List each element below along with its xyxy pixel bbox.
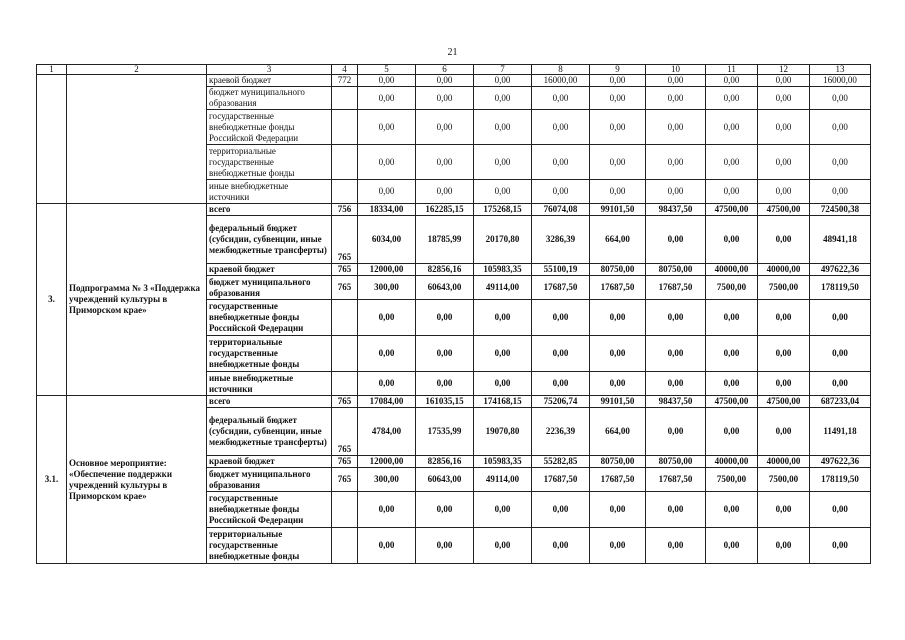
funding-source: территориальные государственные внебюджетные фонды bbox=[207, 145, 332, 180]
amount-cell: 0,00 bbox=[646, 110, 706, 145]
amount-cell: 0,00 bbox=[810, 87, 871, 110]
section-index: 3.1. bbox=[37, 396, 67, 564]
amount-cell: 17687,50 bbox=[532, 468, 590, 492]
amount-cell: 0,00 bbox=[706, 87, 758, 110]
amount-cell: 0,00 bbox=[706, 336, 758, 372]
amount-cell: 99101,50 bbox=[590, 204, 646, 216]
amount-cell: 0,00 bbox=[358, 528, 416, 564]
amount-cell: 0,00 bbox=[810, 180, 871, 204]
section-index: 3. bbox=[37, 204, 67, 396]
amount-cell: 0,00 bbox=[474, 145, 532, 180]
amount-cell: 17687,50 bbox=[532, 276, 590, 300]
amount-cell: 7500,00 bbox=[758, 276, 810, 300]
amount-cell: 105983,35 bbox=[474, 264, 532, 276]
amount-cell: 724500,38 bbox=[810, 204, 871, 216]
funding-source: федеральный бюджет (субсидии, субвенции, иные межбюджетные трансферты) bbox=[207, 408, 332, 456]
amount-cell: 0,00 bbox=[416, 75, 474, 87]
amount-cell: 20170,80 bbox=[474, 216, 532, 264]
amount-cell: 0,00 bbox=[590, 145, 646, 180]
amount-cell: 497622,36 bbox=[810, 456, 871, 468]
amount-cell: 0,00 bbox=[416, 110, 474, 145]
amount-cell: 0,00 bbox=[758, 145, 810, 180]
budget-code bbox=[332, 336, 358, 372]
amount-cell: 0,00 bbox=[706, 216, 758, 264]
amount-cell: 0,00 bbox=[416, 180, 474, 204]
funding-source: всего bbox=[207, 204, 332, 216]
amount-cell: 55100,19 bbox=[532, 264, 590, 276]
table-row bbox=[37, 396, 871, 408]
amount-cell: 0,00 bbox=[810, 372, 871, 396]
amount-cell: 0,00 bbox=[810, 300, 871, 336]
amount-cell: 0,00 bbox=[474, 87, 532, 110]
table-row bbox=[37, 75, 871, 87]
amount-cell: 0,00 bbox=[532, 110, 590, 145]
funding-source: территориальные государственные внебюджетные фонды bbox=[207, 528, 332, 564]
budget-code bbox=[332, 110, 358, 145]
section-name: Подпрограмма № 3 «Поддержка учреждений культуры в Приморском крае» bbox=[67, 204, 207, 396]
column-number: 6 bbox=[416, 65, 474, 75]
amount-cell: 80750,00 bbox=[646, 456, 706, 468]
amount-cell: 0,00 bbox=[646, 528, 706, 564]
funding-source: краевой бюджет bbox=[207, 264, 332, 276]
amount-cell: 11491,18 bbox=[810, 408, 871, 456]
amount-cell: 0,00 bbox=[646, 300, 706, 336]
amount-cell: 0,00 bbox=[810, 336, 871, 372]
amount-cell: 16000,00 bbox=[810, 75, 871, 87]
amount-cell: 40000,00 bbox=[758, 264, 810, 276]
amount-cell: 47500,00 bbox=[706, 396, 758, 408]
amount-cell: 0,00 bbox=[706, 110, 758, 145]
amount-cell: 0,00 bbox=[474, 336, 532, 372]
budget-code: 765 bbox=[332, 468, 358, 492]
amount-cell: 0,00 bbox=[358, 300, 416, 336]
amount-cell: 0,00 bbox=[646, 492, 706, 528]
amount-cell: 0,00 bbox=[590, 180, 646, 204]
amount-cell: 17687,50 bbox=[646, 276, 706, 300]
amount-cell: 0,00 bbox=[810, 145, 871, 180]
amount-cell: 6034,00 bbox=[358, 216, 416, 264]
amount-cell: 0,00 bbox=[358, 372, 416, 396]
amount-cell: 0,00 bbox=[646, 336, 706, 372]
amount-cell: 0,00 bbox=[416, 492, 474, 528]
column-number-row bbox=[37, 65, 871, 75]
amount-cell: 12000,00 bbox=[358, 264, 416, 276]
amount-cell: 664,00 bbox=[590, 216, 646, 264]
amount-cell: 0,00 bbox=[416, 528, 474, 564]
amount-cell: 0,00 bbox=[706, 180, 758, 204]
amount-cell: 0,00 bbox=[532, 492, 590, 528]
amount-cell: 0,00 bbox=[474, 528, 532, 564]
amount-cell: 0,00 bbox=[758, 87, 810, 110]
budget-code: 772 bbox=[332, 75, 358, 87]
amount-cell: 0,00 bbox=[590, 528, 646, 564]
budget-code: 765 bbox=[332, 408, 358, 456]
budget-code bbox=[332, 180, 358, 204]
amount-cell: 0,00 bbox=[810, 110, 871, 145]
amount-cell: 76074,08 bbox=[532, 204, 590, 216]
amount-cell: 0,00 bbox=[474, 110, 532, 145]
funding-source: краевой бюджет bbox=[207, 456, 332, 468]
amount-cell: 47500,00 bbox=[706, 204, 758, 216]
amount-cell: 0,00 bbox=[758, 180, 810, 204]
amount-cell: 0,00 bbox=[590, 75, 646, 87]
funding-source: бюджет муниципального образования bbox=[207, 468, 332, 492]
amount-cell: 0,00 bbox=[758, 372, 810, 396]
column-number: 10 bbox=[646, 65, 706, 75]
amount-cell: 40000,00 bbox=[758, 456, 810, 468]
amount-cell: 75206,74 bbox=[532, 396, 590, 408]
column-number: 7 bbox=[474, 65, 532, 75]
amount-cell: 0,00 bbox=[646, 145, 706, 180]
amount-cell: 98437,50 bbox=[646, 396, 706, 408]
amount-cell: 300,00 bbox=[358, 276, 416, 300]
amount-cell: 0,00 bbox=[758, 75, 810, 87]
amount-cell: 17687,50 bbox=[590, 276, 646, 300]
amount-cell: 0,00 bbox=[706, 372, 758, 396]
amount-cell: 0,00 bbox=[416, 372, 474, 396]
budget-code: 765 bbox=[332, 396, 358, 408]
amount-cell: 162285,15 bbox=[416, 204, 474, 216]
amount-cell: 82856,16 bbox=[416, 456, 474, 468]
table-row bbox=[37, 204, 871, 216]
amount-cell: 0,00 bbox=[416, 336, 474, 372]
funding-source: иные внебюджетные источники bbox=[207, 372, 332, 396]
column-number: 4 bbox=[332, 65, 358, 75]
table-body bbox=[37, 75, 871, 564]
amount-cell: 0,00 bbox=[358, 492, 416, 528]
amount-cell: 12000,00 bbox=[358, 456, 416, 468]
amount-cell: 0,00 bbox=[706, 408, 758, 456]
amount-cell: 60643,00 bbox=[416, 276, 474, 300]
amount-cell: 0,00 bbox=[706, 75, 758, 87]
amount-cell: 7500,00 bbox=[758, 468, 810, 492]
funding-source: бюджет муниципального образования bbox=[207, 87, 332, 110]
amount-cell: 0,00 bbox=[646, 408, 706, 456]
amount-cell: 497622,36 bbox=[810, 264, 871, 276]
amount-cell: 55282,85 bbox=[532, 456, 590, 468]
amount-cell: 0,00 bbox=[532, 372, 590, 396]
amount-cell: 0,00 bbox=[358, 336, 416, 372]
section-name: Основное мероприятие: «Обеспечение поддержки учреждений культуры в Приморском крае» bbox=[67, 396, 207, 564]
amount-cell: 0,00 bbox=[474, 372, 532, 396]
budget-table bbox=[36, 64, 871, 564]
amount-cell: 0,00 bbox=[532, 180, 590, 204]
amount-cell: 0,00 bbox=[474, 180, 532, 204]
amount-cell: 0,00 bbox=[758, 336, 810, 372]
amount-cell: 300,00 bbox=[358, 468, 416, 492]
budget-code: 756 bbox=[332, 204, 358, 216]
amount-cell: 0,00 bbox=[590, 492, 646, 528]
amount-cell: 18334,00 bbox=[358, 204, 416, 216]
amount-cell: 0,00 bbox=[706, 492, 758, 528]
amount-cell: 49114,00 bbox=[474, 276, 532, 300]
amount-cell: 105983,35 bbox=[474, 456, 532, 468]
amount-cell: 0,00 bbox=[416, 87, 474, 110]
amount-cell: 0,00 bbox=[646, 216, 706, 264]
amount-cell: 0,00 bbox=[758, 408, 810, 456]
amount-cell: 0,00 bbox=[416, 300, 474, 336]
amount-cell: 0,00 bbox=[810, 528, 871, 564]
amount-cell: 40000,00 bbox=[706, 264, 758, 276]
amount-cell: 178119,50 bbox=[810, 468, 871, 492]
amount-cell: 0,00 bbox=[706, 145, 758, 180]
amount-cell: 2236,39 bbox=[532, 408, 590, 456]
funding-source: федеральный бюджет (субсидии, субвенции, иные межбюджетные трансферты) bbox=[207, 216, 332, 264]
budget-code: 765 bbox=[332, 276, 358, 300]
amount-cell: 16000,00 bbox=[532, 75, 590, 87]
amount-cell: 47500,00 bbox=[758, 204, 810, 216]
column-number: 13 bbox=[810, 65, 871, 75]
amount-cell: 7500,00 bbox=[706, 276, 758, 300]
amount-cell: 47500,00 bbox=[758, 396, 810, 408]
amount-cell: 0,00 bbox=[706, 528, 758, 564]
budget-code: 765 bbox=[332, 264, 358, 276]
amount-cell: 0,00 bbox=[590, 87, 646, 110]
funding-source: государственные внебюджетные фонды Российской Федерации bbox=[207, 492, 332, 528]
amount-cell: 17084,00 bbox=[358, 396, 416, 408]
budget-code: 765 bbox=[332, 456, 358, 468]
section-name bbox=[67, 75, 207, 204]
amount-cell: 0,00 bbox=[532, 528, 590, 564]
amount-cell: 17687,50 bbox=[590, 468, 646, 492]
budget-code bbox=[332, 145, 358, 180]
amount-cell: 19070,80 bbox=[474, 408, 532, 456]
page-number: 21 bbox=[447, 47, 458, 58]
amount-cell: 80750,00 bbox=[646, 264, 706, 276]
column-number: 5 bbox=[358, 65, 416, 75]
amount-cell: 18785,99 bbox=[416, 216, 474, 264]
amount-cell: 99101,50 bbox=[590, 396, 646, 408]
amount-cell: 0,00 bbox=[474, 300, 532, 336]
budget-code bbox=[332, 528, 358, 564]
amount-cell: 0,00 bbox=[646, 75, 706, 87]
amount-cell: 0,00 bbox=[646, 180, 706, 204]
amount-cell: 178119,50 bbox=[810, 276, 871, 300]
funding-source: территориальные государственные внебюджетные фонды bbox=[207, 336, 332, 372]
amount-cell: 0,00 bbox=[646, 372, 706, 396]
amount-cell: 49114,00 bbox=[474, 468, 532, 492]
amount-cell: 687233,04 bbox=[810, 396, 871, 408]
amount-cell: 0,00 bbox=[758, 528, 810, 564]
amount-cell: 98437,50 bbox=[646, 204, 706, 216]
amount-cell: 0,00 bbox=[358, 110, 416, 145]
budget-code: 765 bbox=[332, 216, 358, 264]
amount-cell: 0,00 bbox=[590, 300, 646, 336]
funding-source: краевой бюджет bbox=[207, 75, 332, 87]
amount-cell: 0,00 bbox=[532, 87, 590, 110]
amount-cell: 17687,50 bbox=[646, 468, 706, 492]
amount-cell: 17535,99 bbox=[416, 408, 474, 456]
column-number: 12 bbox=[758, 65, 810, 75]
funding-source: всего bbox=[207, 396, 332, 408]
column-number: 8 bbox=[532, 65, 590, 75]
amount-cell: 664,00 bbox=[590, 408, 646, 456]
amount-cell: 0,00 bbox=[358, 180, 416, 204]
amount-cell: 0,00 bbox=[758, 492, 810, 528]
amount-cell: 0,00 bbox=[358, 87, 416, 110]
amount-cell: 82856,16 bbox=[416, 264, 474, 276]
column-number: 2 bbox=[67, 65, 207, 75]
column-number: 11 bbox=[706, 65, 758, 75]
budget-code bbox=[332, 300, 358, 336]
amount-cell: 0,00 bbox=[758, 300, 810, 336]
amount-cell: 0,00 bbox=[810, 492, 871, 528]
funding-source: государственные внебюджетные фонды Российской Федерации bbox=[207, 300, 332, 336]
column-number: 9 bbox=[590, 65, 646, 75]
budget-code bbox=[332, 87, 358, 110]
amount-cell: 60643,00 bbox=[416, 468, 474, 492]
amount-cell: 0,00 bbox=[358, 75, 416, 87]
amount-cell: 0,00 bbox=[532, 300, 590, 336]
amount-cell: 48941,18 bbox=[810, 216, 871, 264]
amount-cell: 80750,00 bbox=[590, 264, 646, 276]
amount-cell: 0,00 bbox=[590, 372, 646, 396]
amount-cell: 175268,15 bbox=[474, 204, 532, 216]
amount-cell: 0,00 bbox=[474, 75, 532, 87]
amount-cell: 0,00 bbox=[358, 145, 416, 180]
budget-code bbox=[332, 492, 358, 528]
amount-cell: 0,00 bbox=[706, 300, 758, 336]
budget-code bbox=[332, 372, 358, 396]
funding-source: государственные внебюджетные фонды Российской Федерации bbox=[207, 110, 332, 145]
funding-source: иные внебюджетные источники bbox=[207, 180, 332, 204]
amount-cell: 0,00 bbox=[532, 336, 590, 372]
amount-cell: 174168,15 bbox=[474, 396, 532, 408]
amount-cell: 4784,00 bbox=[358, 408, 416, 456]
funding-source: бюджет муниципального образования bbox=[207, 276, 332, 300]
amount-cell: 80750,00 bbox=[590, 456, 646, 468]
amount-cell: 40000,00 bbox=[706, 456, 758, 468]
section-index bbox=[37, 75, 67, 204]
amount-cell: 0,00 bbox=[532, 145, 590, 180]
amount-cell: 161035,15 bbox=[416, 396, 474, 408]
amount-cell: 0,00 bbox=[416, 145, 474, 180]
amount-cell: 0,00 bbox=[758, 110, 810, 145]
column-number: 1 bbox=[37, 65, 67, 75]
amount-cell: 0,00 bbox=[758, 216, 810, 264]
amount-cell: 0,00 bbox=[590, 110, 646, 145]
amount-cell: 0,00 bbox=[646, 87, 706, 110]
amount-cell: 7500,00 bbox=[706, 468, 758, 492]
amount-cell: 3286,39 bbox=[532, 216, 590, 264]
amount-cell: 0,00 bbox=[590, 336, 646, 372]
amount-cell: 0,00 bbox=[474, 492, 532, 528]
column-number: 3 bbox=[207, 65, 332, 75]
